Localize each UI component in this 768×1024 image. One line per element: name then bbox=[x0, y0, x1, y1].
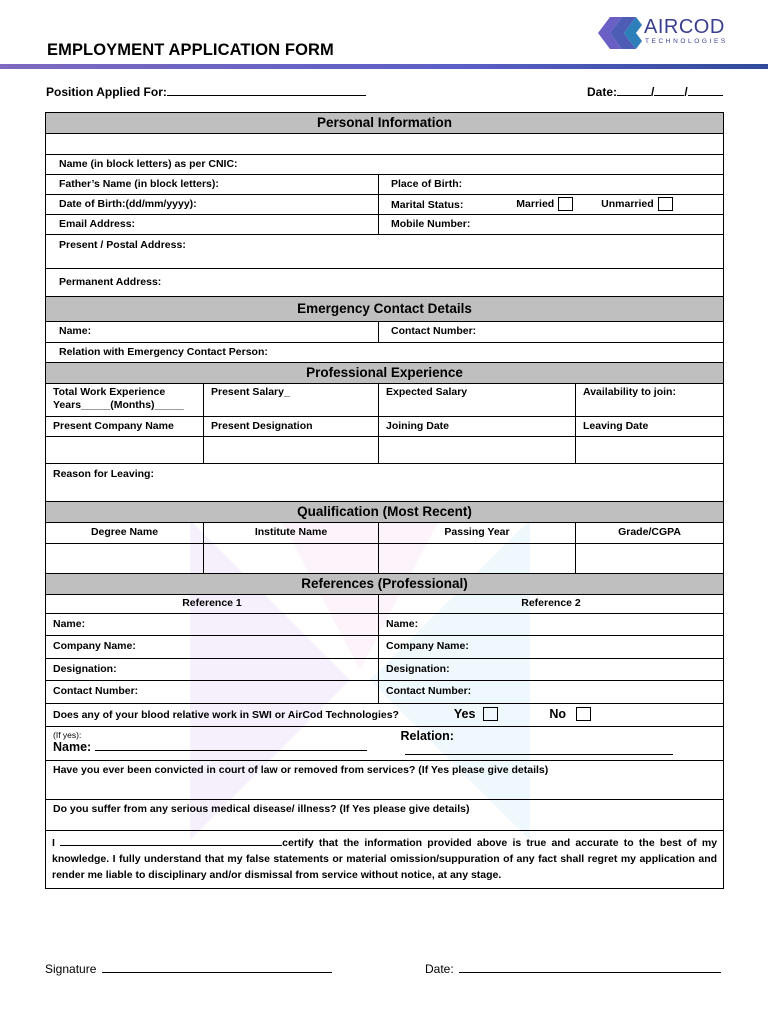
certification-name-blank[interactable] bbox=[60, 836, 282, 846]
total-experience-field[interactable] bbox=[46, 384, 204, 417]
ref2-designation-field[interactable]: Designation: bbox=[379, 659, 724, 681]
permanent-address-field[interactable]: Permanent Address: bbox=[46, 269, 724, 297]
passing-year-header: Passing Year bbox=[379, 523, 576, 544]
present-designation-header: Present Designation bbox=[204, 417, 379, 437]
relative-relation-blank[interactable] bbox=[405, 745, 673, 755]
relative-yes-option[interactable] bbox=[454, 707, 499, 721]
reason-leaving-field[interactable]: Reason for Leaving: bbox=[46, 464, 724, 502]
blank-row[interactable] bbox=[46, 134, 724, 155]
logo-wordmark: AIRCOD bbox=[644, 16, 725, 38]
married-option[interactable] bbox=[516, 198, 573, 210]
emergency-contact-number-field[interactable]: Contact Number: bbox=[379, 322, 724, 343]
blood-relative-row bbox=[46, 704, 724, 727]
medical-question-field[interactable]: Do you suffer from any serious medical disease/ illness? (If Yes please give details) bbox=[46, 799, 724, 830]
ref1-name-field[interactable]: Name: bbox=[46, 614, 379, 636]
present-address-field[interactable]: Present / Postal Address: bbox=[46, 235, 724, 269]
blood-relative-question: Does any of your blood relative work in SWI or AirCod Technologies? bbox=[53, 709, 399, 722]
relative-name-field[interactable] bbox=[46, 727, 379, 761]
expected-salary-field[interactable]: Expected Salary bbox=[379, 384, 576, 417]
top-date-field[interactable] bbox=[587, 84, 723, 99]
date-separator: / bbox=[651, 85, 655, 99]
qualification-heading: Qualification (Most Recent) bbox=[46, 502, 724, 523]
relative-name-label: Name: bbox=[53, 740, 92, 755]
place-of-birth-field[interactable]: Place of Birth: bbox=[379, 175, 724, 195]
date-year-blank[interactable] bbox=[688, 84, 723, 96]
footer-date-field[interactable] bbox=[425, 961, 721, 976]
availability-field[interactable]: Availability to join: bbox=[576, 384, 724, 417]
ref1-designation-field[interactable]: Designation: bbox=[46, 659, 379, 681]
position-applied-label: Position Applied For: bbox=[46, 85, 167, 99]
position-applied-field[interactable] bbox=[46, 84, 366, 99]
present-salary-field[interactable]: Present Salary_ bbox=[204, 384, 379, 417]
total-experience-years-months: Years_____(Months)_____ bbox=[53, 399, 184, 412]
joining-date-header: Joining Date bbox=[379, 417, 576, 437]
ref2-company-field[interactable]: Company Name: bbox=[379, 636, 724, 659]
emergency-name-field[interactable]: Name: bbox=[46, 322, 379, 343]
father-name-field[interactable]: Father’s Name (in block letters): bbox=[46, 175, 379, 195]
footer-date-label: Date: bbox=[425, 962, 454, 976]
relative-no-label: No bbox=[549, 707, 567, 722]
present-company-header: Present Company Name bbox=[46, 417, 204, 437]
ref2-contact-field[interactable]: Contact Number: bbox=[379, 681, 724, 704]
total-experience-label: Total Work Experience bbox=[53, 386, 166, 398]
form-title: EMPLOYMENT APPLICATION FORM bbox=[47, 41, 334, 59]
name-cnic-field[interactable]: Name (in block letters) as per CNIC: bbox=[46, 155, 724, 175]
date-separator: / bbox=[684, 85, 688, 99]
relative-relation-field[interactable] bbox=[379, 727, 724, 761]
certification-prefix: I bbox=[52, 836, 55, 849]
email-field[interactable]: Email Address: bbox=[46, 215, 379, 235]
experience-heading: Professional Experience bbox=[46, 363, 724, 384]
present-designation-input[interactable] bbox=[204, 437, 379, 464]
emergency-relation-field[interactable]: Relation with Emergency Contact Person: bbox=[46, 343, 724, 363]
title-underline-bar bbox=[0, 64, 768, 69]
ref2-name-field[interactable]: Name: bbox=[379, 614, 724, 636]
leaving-date-header: Leaving Date bbox=[576, 417, 724, 437]
unmarried-label: Unmarried bbox=[601, 198, 654, 211]
application-form-table bbox=[45, 112, 724, 889]
grade-cgpa-input[interactable] bbox=[576, 544, 724, 574]
ref1-company-field[interactable]: Company Name: bbox=[46, 636, 379, 659]
unmarried-option[interactable] bbox=[601, 198, 673, 210]
convicted-question-field[interactable]: Have you ever been convicted in court of law or removed from services? (If Yes please give details) bbox=[46, 760, 724, 799]
passing-year-input[interactable] bbox=[379, 544, 576, 574]
reference-2-header: Reference 2 bbox=[379, 595, 724, 614]
relative-relation-label: Relation: bbox=[400, 729, 454, 743]
certification-text: certify that the information provided above is true and accurate to the best of my knowledge. I fully understand that my false statements or material omission/suppuration of any fact shall regret my application and render me liable to disciplinary and/or dismissal from service without notice, at any stage. bbox=[52, 836, 718, 882]
signature-label: Signature bbox=[45, 962, 97, 976]
degree-name-input[interactable] bbox=[46, 544, 204, 574]
footer-date-blank[interactable] bbox=[459, 961, 721, 973]
relative-no-checkbox[interactable] bbox=[576, 707, 591, 721]
marital-status-field bbox=[379, 195, 724, 215]
certification-statement bbox=[46, 830, 724, 888]
signature-blank[interactable] bbox=[102, 961, 332, 973]
position-applied-blank[interactable] bbox=[167, 84, 366, 96]
personal-info-heading: Personal Information bbox=[46, 113, 724, 134]
institute-name-input[interactable] bbox=[204, 544, 379, 574]
emergency-heading: Emergency Contact Details bbox=[46, 297, 724, 322]
marital-status-label: Marital Status: bbox=[391, 198, 464, 211]
relative-yes-label: Yes bbox=[453, 707, 476, 722]
leaving-date-input[interactable] bbox=[576, 437, 724, 464]
signature-field[interactable] bbox=[45, 961, 332, 976]
relative-name-blank[interactable] bbox=[95, 741, 367, 751]
degree-name-header: Degree Name bbox=[46, 523, 204, 544]
dob-field[interactable]: Date of Birth:(dd/mm/yyyy): bbox=[46, 195, 379, 215]
ref1-contact-field[interactable]: Contact Number: bbox=[46, 681, 379, 704]
logo-subtitle: TECHNOLOGIES bbox=[645, 38, 728, 45]
mobile-field[interactable]: Mobile Number: bbox=[379, 215, 724, 235]
unmarried-checkbox[interactable] bbox=[658, 197, 673, 211]
grade-cgpa-header: Grade/CGPA bbox=[576, 523, 724, 544]
if-yes-note: (If yes): bbox=[53, 729, 82, 740]
relative-no-option[interactable] bbox=[549, 707, 591, 721]
present-company-input[interactable] bbox=[46, 437, 204, 464]
relative-yes-checkbox[interactable] bbox=[483, 707, 498, 721]
joining-date-input[interactable] bbox=[379, 437, 576, 464]
married-checkbox[interactable] bbox=[558, 197, 573, 211]
institute-name-header: Institute Name bbox=[204, 523, 379, 544]
top-date-label: Date: bbox=[587, 85, 618, 99]
married-label: Married bbox=[516, 198, 555, 211]
reference-1-header: Reference 1 bbox=[46, 595, 379, 614]
references-heading: References (Professional) bbox=[46, 574, 724, 595]
date-month-blank[interactable] bbox=[654, 84, 684, 96]
date-day-blank[interactable] bbox=[617, 84, 651, 96]
